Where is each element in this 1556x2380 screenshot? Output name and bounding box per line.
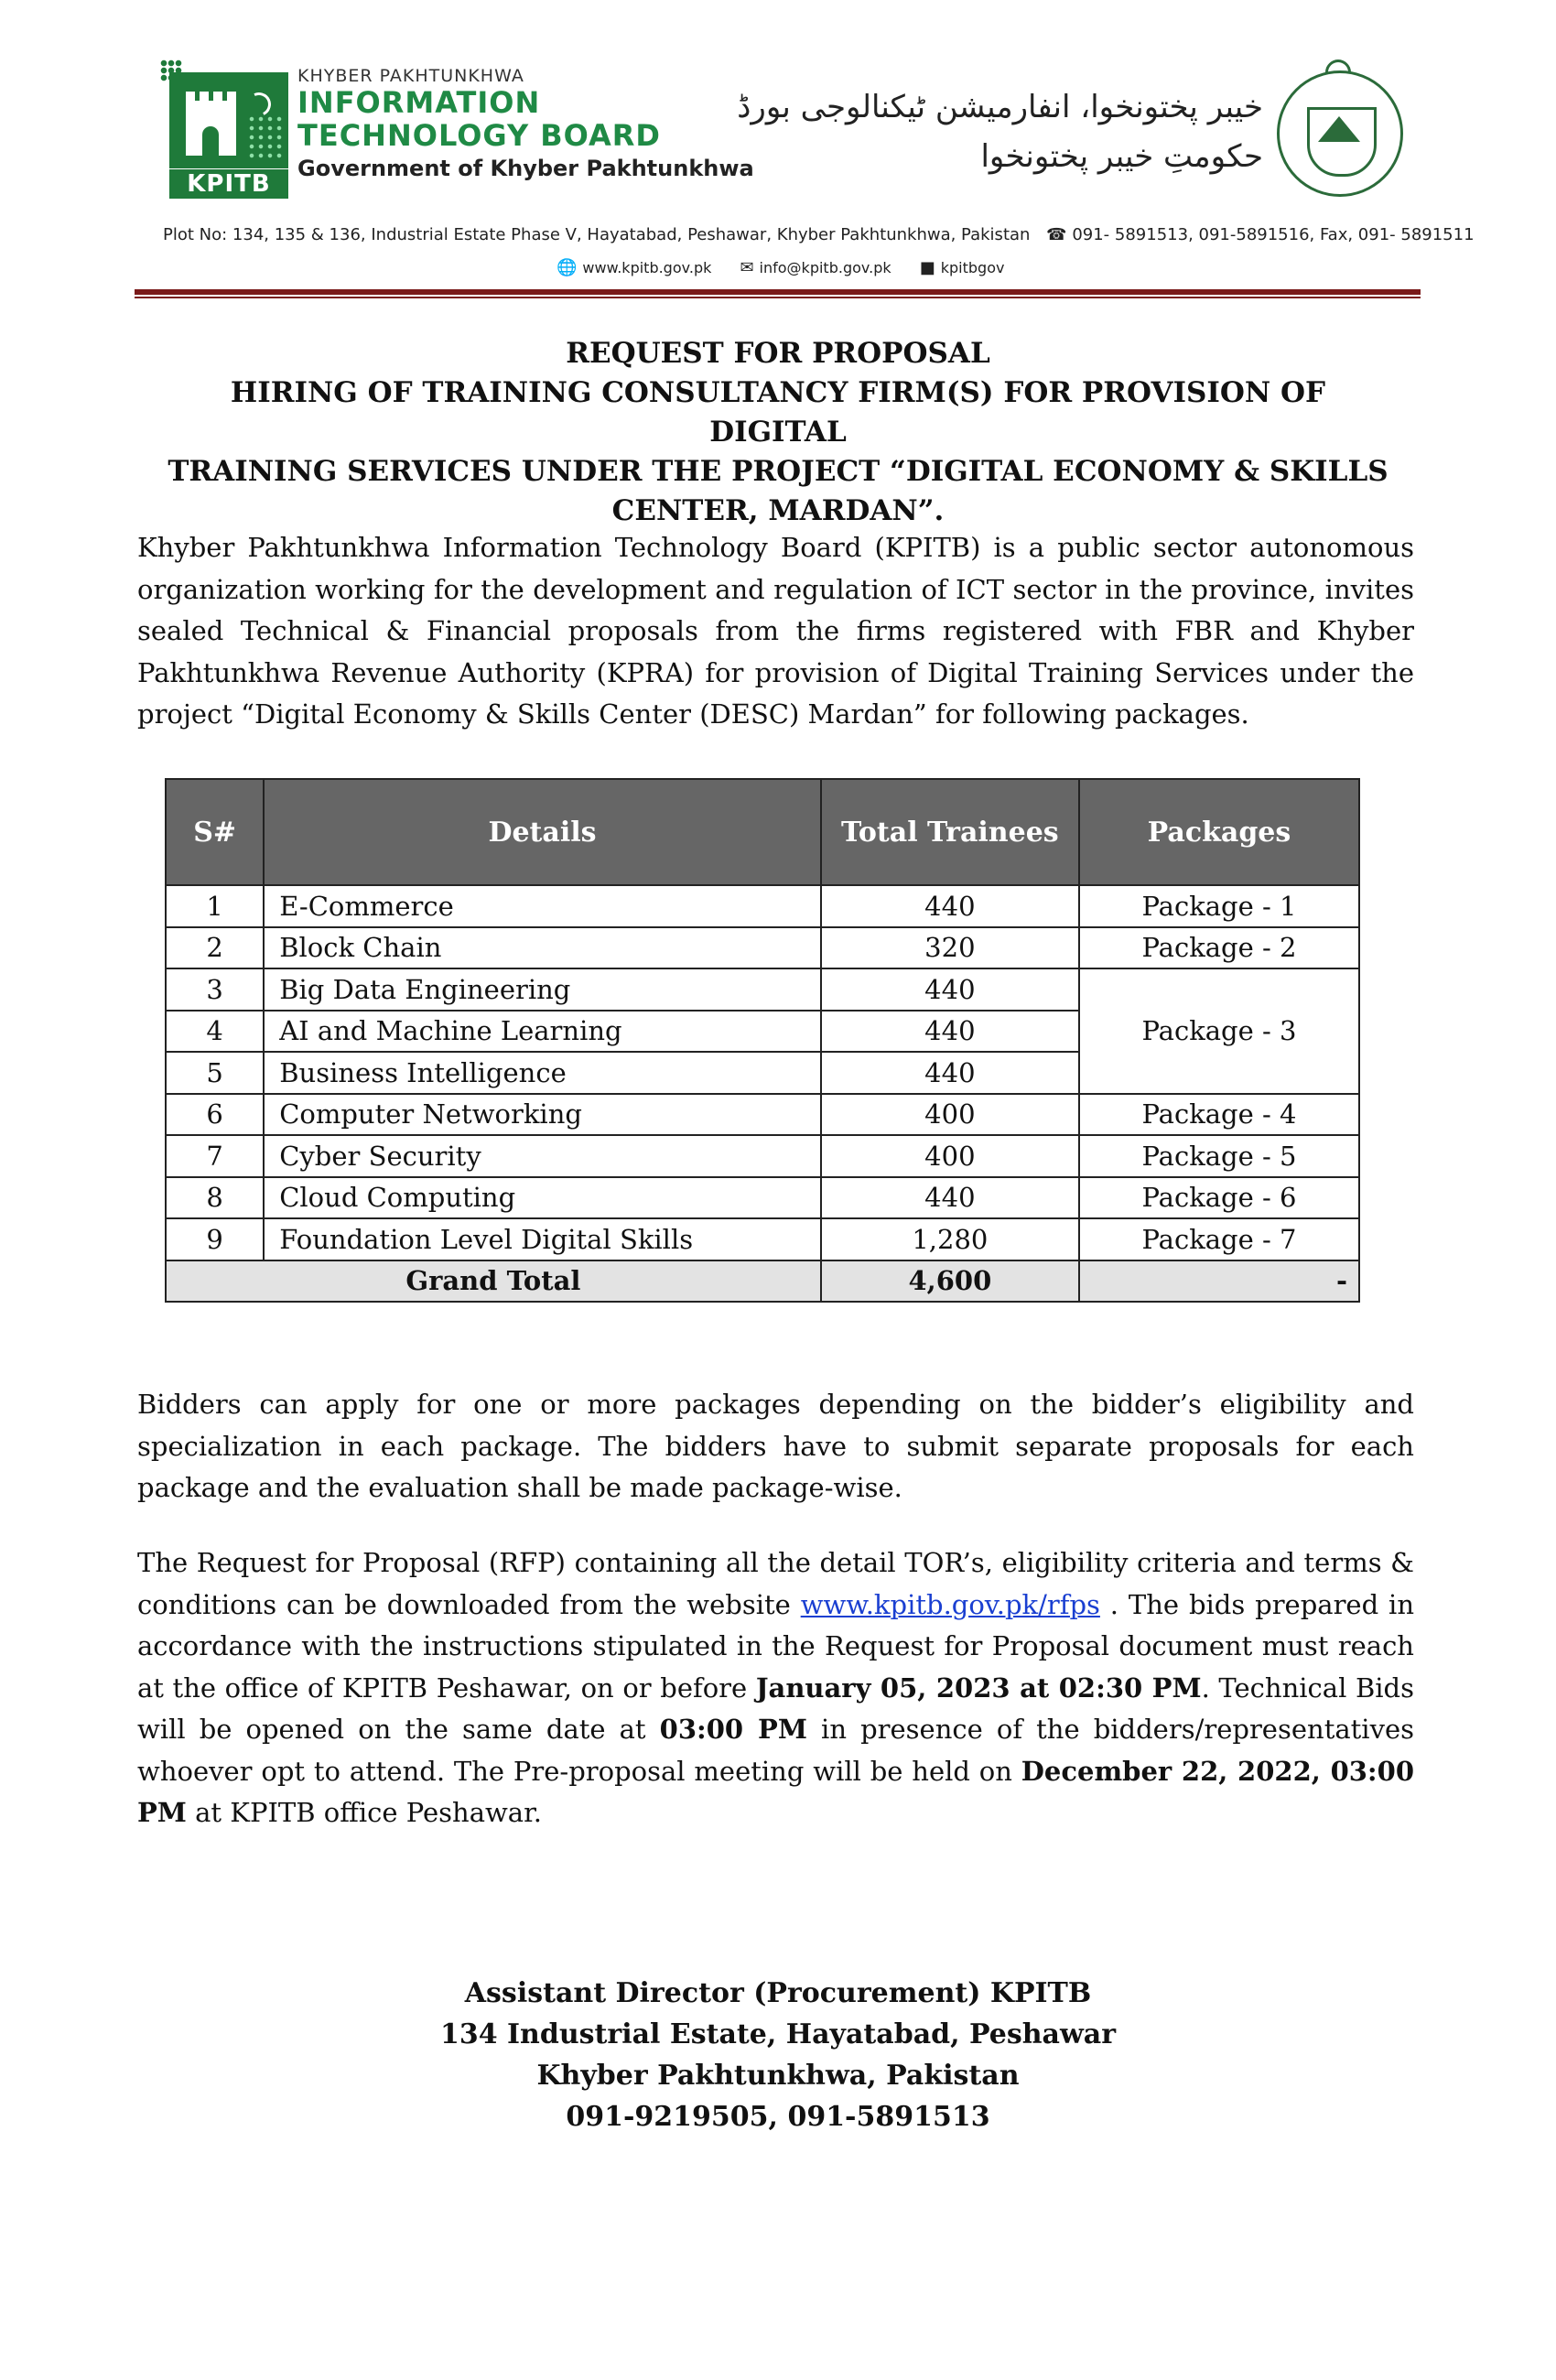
row-details: Big Data Engineering [264,968,821,1011]
signature-block [165,1973,1391,2137]
title-line2: HIRING OF TRAINING CONSULTANCY FIRM(S) FOR PROVISION OF DIGITAL [230,376,1326,449]
kpitb-logo [151,60,288,197]
row-sn: 2 [166,927,264,969]
signatory-phone: 091-9219505, 091-5891513 [566,2101,990,2133]
table-row [166,1094,1359,1136]
emblem-mountain-icon [1318,116,1360,142]
org-name-line2: TECHNOLOGY BOARD [297,118,661,153]
row-package: Package - 5 [1079,1135,1359,1177]
row-package: Package - 1 [1079,885,1359,927]
row-details: Block Chain [264,927,821,969]
grand-total-label: Grand Total [166,1260,821,1303]
row-package: Package - 2 [1079,927,1359,969]
row-trainees: 440 [821,885,1079,927]
row-package: Package - 6 [1079,1177,1359,1219]
signatory-address: 134 Industrial Estate, Hayatabad, Peshawar [439,2018,1117,2050]
mail-icon: ✉ [740,258,754,277]
rfp-text-5: at KPITB office Peshawar. [186,1797,542,1828]
letterhead-contacts [556,258,1028,277]
row-details: E-Commerce [264,885,821,927]
row-details: AI and Machine Learning [264,1011,821,1053]
row-package-merged: Package - 3 [1079,968,1359,1094]
header-packages: Packages [1079,779,1359,885]
fort-icon [186,101,236,156]
row-sn: 8 [166,1177,264,1219]
rfp-paragraph [137,1542,1414,1834]
table-row [166,1177,1359,1219]
row-details: Foundation Level Digital Skills [264,1218,821,1260]
table-row [166,885,1359,927]
urdu-line2: حکومتِ خیبر پختونخوا [980,138,1263,175]
row-sn: 4 [166,1011,264,1053]
rfp-text-2: . The bids prepared in accordance with the instructions stipulated in the Request for Proposal document must reach at the office of KPITB Peshawar, on or before [137,1588,1414,1704]
letterhead-address [163,225,1475,244]
org-government: Government of Khyber Pakhtunkhwa [297,156,754,181]
title-line4: CENTER, MARDAN”. [611,494,945,527]
email-text[interactable]: info@kpitb.gov.pk [759,259,891,276]
row-trainees: 400 [821,1094,1079,1136]
row-sn: 6 [166,1094,264,1136]
header-sn: S# [166,779,264,885]
row-package: Package - 7 [1079,1218,1359,1260]
grand-total-value: 4,600 [821,1260,1079,1303]
rfp-download-link[interactable]: www.kpitb.gov.pk/rfps [800,1588,1100,1620]
header-trainees: Total Trainees [821,779,1079,885]
row-trainees: 400 [821,1135,1079,1177]
row-trainees: 440 [821,1052,1079,1094]
phone-icon: ☎ [1046,225,1067,244]
document-title [165,334,1391,531]
social-icon: ■ [919,258,935,277]
globe-icon: 🌐 [556,258,578,277]
row-sn: 9 [166,1218,264,1260]
row-trainees: 1,280 [821,1218,1079,1260]
pre-proposal-meeting: December 22, 2022, 03:00 PM [137,1755,1414,1828]
row-details: Cloud Computing [264,1177,821,1219]
grand-total-row [166,1260,1359,1303]
table-row [166,1135,1359,1177]
opening-time: 03:00 PM [659,1714,807,1745]
row-sn: 1 [166,885,264,927]
social-handle[interactable]: kpitbgov [940,259,1005,276]
letterhead [0,0,1556,302]
table-header-row [166,779,1359,885]
row-sn: 7 [166,1135,264,1177]
title-line3: TRAINING SERVICES UNDER THE PROJECT “DIGITAL ECONOMY & SKILLS [167,455,1389,488]
letterhead-rule [135,289,1421,295]
row-trainees: 320 [821,927,1079,969]
row-sn: 5 [166,1052,264,1094]
row-details: Computer Networking [264,1094,821,1136]
row-trainees: 440 [821,968,1079,1011]
urdu-line1: خیبر پختونخوا، انفارمیشن ٹیکنالوجی بورڈ [737,89,1263,125]
row-details: Business Intelligence [264,1052,821,1094]
org-province: KHYBER PAKHTUNKHWA [297,66,524,86]
rfp-text-4: in presence of the bidders/representatives whoever opt to attend. The Pre-proposal meeting will be held on [137,1714,1414,1787]
row-trainees: 440 [821,1011,1079,1053]
row-sn: 3 [166,968,264,1011]
org-name-line1: INFORMATION [297,85,541,120]
row-details: Cyber Security [264,1135,821,1177]
table-row [166,968,1359,1011]
address-text: Plot No: 134, 135 & 136, Industrial Estate Phase V, Hayatabad, Peshawar, Khyber Pakhtunkhwa, Pakistan [163,225,1031,244]
phone-text: 091- 5891513, 091-5891516, Fax, 091- 5891511 [1072,225,1475,244]
rfp-text-1: The Request for Proposal (RFP) containing all the detail TOR’s, eligibility criteria and terms & conditions can be downloaded from the website [137,1547,1414,1620]
table-row [166,1218,1359,1260]
row-package: Package - 4 [1079,1094,1359,1136]
title-line1: REQUEST FOR PROPOSAL [566,337,990,370]
website-text[interactable]: www.kpitb.gov.pk [582,259,712,276]
intro-paragraph: Khyber Pakhtunkhwa Information Technology Board (KPITB) is a public sector autonomous organization working for the development and regulation of ICT sector in the province, invites sealed Technical & Financial proposals from the firms registered with FBR and Khyber Pakhtunkhwa Revenue Authority (KPRA) for provision of Digital Training Services under the project “Digital Economy & Skills Center (DESC) Mardan” for following packages. [137,532,1414,730]
signatory-region: Khyber Pakhtunkhwa, Pakistan [536,2060,1020,2092]
org-name-block [297,66,754,181]
grand-total-package: - [1079,1260,1359,1303]
submission-deadline: January 05, 2023 at 02:30 PM [755,1671,1202,1704]
logo-abbr: KPITB [169,169,288,199]
table-row [166,927,1359,969]
rfp-text-3: . Technical Bids will be opened on the same date at [137,1671,1414,1745]
urdu-org-name [737,82,1263,181]
header-details: Details [264,779,821,885]
packages-table [165,778,1360,1303]
signatory-title: Assistant Director (Procurement) KPITB [464,1977,1092,2009]
row-trainees: 440 [821,1177,1079,1219]
letterhead-rule-thin [135,297,1421,298]
eligibility-paragraph: Bidders can apply for one or more packages depending on the bidder’s eligibility and specialization in each package. The bidders have to submit separate proposals for each package and the evaluation shall be made package-wise. [137,1389,1414,1503]
kp-government-emblem [1272,60,1405,197]
dots-icon [247,114,284,160]
